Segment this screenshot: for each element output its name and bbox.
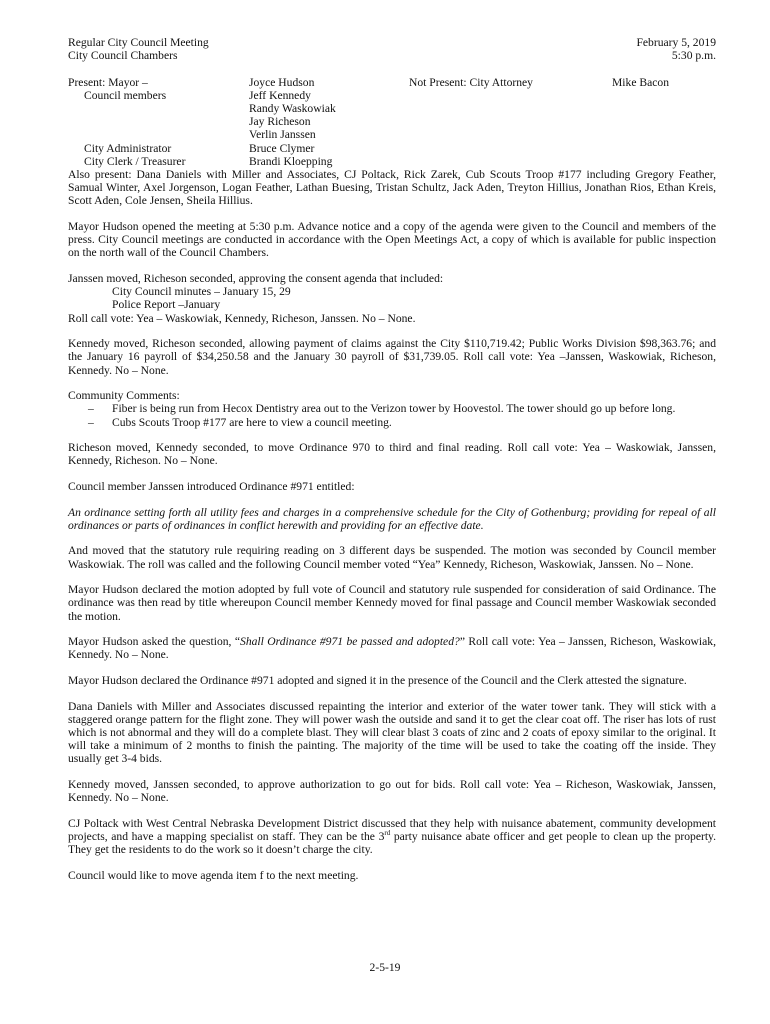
ordinance-970-paragraph: Richeson moved, Kennedy seconded, to move Ordinance 970 to third and final reading. Roll call vote: Yea – Waskowiak, Janssen, Kennedy, Richeson. No – None. — [68, 441, 716, 468]
ordinal-suffix: rd — [384, 829, 391, 838]
water-tower-paragraph: Dana Daniels with Miller and Associates discussed repainting the interior and exterior of the water tower tank. They will stick with a staggered orange pattern for the flight zone. They will power wash the outside and sand it to get the clear coat off. The riser has lots of rust which is not abnormal and they will do a complete blast. They will clear blast 3 coats of zinc and 2 coats of epoxy similar to the original. It will take a minimum of 2 months to finish the painting. The majority of the time will be used to take the coating off the inside. They usually get 3-4 bids. — [68, 699, 716, 766]
poltack-paragraph — [68, 817, 716, 857]
council-member-name: Randy Waskowiak — [249, 102, 336, 115]
community-comments-list — [68, 402, 716, 428]
agenda-item-f-paragraph: Council would like to move agenda item f to the next meeting. — [68, 868, 359, 882]
also-present-paragraph: Also present: Dana Daniels with Miller and Associates, CJ Poltack, Rick Zarek, Cub Scouts Troop #177 including Gregory Feather, Samual Winter, Axel Jorgenson, Logan Feather, Lathan Buesing, Tristan Schultz, Jack Aden, Treyton Hillius, Jonathan Rios, Ethan Kreis, Scott Aden, Cole Jensen, Sheila Hillius. — [68, 168, 716, 208]
meeting-date: February 5, 2019 — [636, 36, 716, 49]
council-member-name: Verlin Janssen — [249, 128, 316, 141]
question-post: ” Roll call vote: Yea – Janssen, Richeson, Waskowiak, Kennedy. No – None. — [68, 635, 716, 662]
meeting-location: City Council Chambers — [68, 49, 178, 63]
council-label: Council members — [84, 89, 167, 102]
not-present-name: Mike Bacon — [612, 76, 669, 89]
list-item — [88, 402, 716, 416]
minutes-page — [68, 36, 716, 894]
document-header — [68, 36, 716, 64]
poltack-pre: CJ Poltack with West Central Nebraska Development District discussed that they help with nuisance abatement, community development projects, and have a mapping specialist on staff. They can be the 3 — [68, 816, 716, 843]
bids-paragraph: Kennedy moved, Janssen seconded, to approve authorization to go out for bids. Roll call vote: Yea – Richeson, Waskowiak, Janssen, Kennedy. No – None. — [68, 777, 716, 805]
page-footer: 2-5-19 — [369, 961, 401, 974]
meeting-time: 5:30 p.m. — [671, 49, 716, 63]
claims-paragraph: Kennedy moved, Richeson seconded, allowing payment of claims against the City $110,719.42; Public Works Division $98,363.76; and the January 16 payroll of $34,250.58 and the January 30 payroll of $31,739.05. Roll call vote: Yea –Janssen, Waskowiak, Richeson, Kennedy. No – None. — [68, 337, 716, 377]
dash-bullet: – — [88, 415, 94, 429]
mayor-name: Joyce Hudson — [249, 76, 315, 89]
consent-item: Police Report –January — [112, 298, 221, 312]
clerk-label: City Clerk / Treasurer — [84, 155, 186, 168]
ordinance-971-title: An ordinance setting forth all utility fees and charges in a comprehensive schedule for the City of Gothenburg; providing for repeal of all ordinances or parts of ordinances in conflict herewith and providing for an effective date. — [68, 505, 716, 532]
consent-agenda-block — [68, 272, 716, 325]
council-member-name: Jeff Kennedy — [249, 89, 311, 102]
list-item-text: Fiber is being run from Hecox Dentistry area out to the Verizon tower by Hoovestol. The tower should go up before long. — [112, 402, 676, 416]
council-member-name: Jay Richeson — [249, 115, 311, 128]
community-heading: Community Comments: — [68, 389, 180, 403]
list-item-text: Cubs Scouts Troop #177 are here to view a council meeting. — [112, 415, 392, 429]
not-present-label: Not Present: City Attorney — [409, 76, 533, 89]
statutory-rule-paragraph: And moved that the statutory rule requiring reading on 3 different days be suspended. The motion was seconded by Council member Waskowiak. The roll was called and the following Council member voted “Yea” Kennedy, Richeson, Waskowiak, Janssen. No – None. — [68, 544, 716, 571]
header-left — [68, 36, 209, 62]
opening-paragraph: Mayor Hudson opened the meeting at 5:30 p.m. Advance notice and a copy of the agenda were given to the Council and members of the press. City Council meetings are conducted in accordance with the Open Meetings Act, a copy of which is available for public inspection on the north wall of the Council Chambers. — [68, 220, 716, 260]
consent-intro: Janssen moved, Richeson seconded, approving the consent agenda that included: — [68, 272, 444, 285]
question-paragraph — [68, 635, 716, 661]
administrator-name: Bruce Clymer — [249, 142, 315, 155]
present-label: Present: Mayor – — [68, 76, 148, 89]
declared-adopted-paragraph: Mayor Hudson declared the Ordinance #971 adopted and signed it in the presence of the Council and the Clerk attested the signature. — [68, 673, 687, 687]
administrator-label: City Administrator — [84, 142, 172, 155]
question-pre: Mayor Hudson asked the question, “ — [68, 635, 241, 649]
community-comments-block — [68, 389, 716, 429]
list-item — [88, 415, 716, 429]
ordinance-971-intro: Council member Janssen introduced Ordinance #971 entitled: — [68, 480, 355, 493]
declared-suspended-paragraph: Mayor Hudson declared the motion adopted by full vote of Council and statutory rule suspended for consideration of said Ordinance. The ordinance was then read by title whereupon Council member Kennedy moved for final passage and Council member Waskowiak seconded the motion. — [68, 583, 716, 623]
consent-vote: Roll call vote: Yea – Waskowiak, Kennedy, Richeson, Janssen. No – None. — [68, 311, 416, 325]
header-right — [636, 36, 716, 62]
consent-item: City Council minutes – January 15, 29 — [112, 285, 291, 299]
poltack-post: party nuisance abate officer and get people to clean up the property. They get the residents to do the work so it doesn’t charge the city. — [68, 829, 716, 857]
dash-bullet: – — [88, 402, 94, 416]
question-italic: Shall Ordinance #971 be passed and adopted? — [240, 635, 460, 649]
clerk-name: Brandi Kloepping — [249, 155, 333, 168]
attendance-roster — [68, 76, 716, 168]
meeting-title: Regular City Council Meeting — [68, 36, 209, 49]
